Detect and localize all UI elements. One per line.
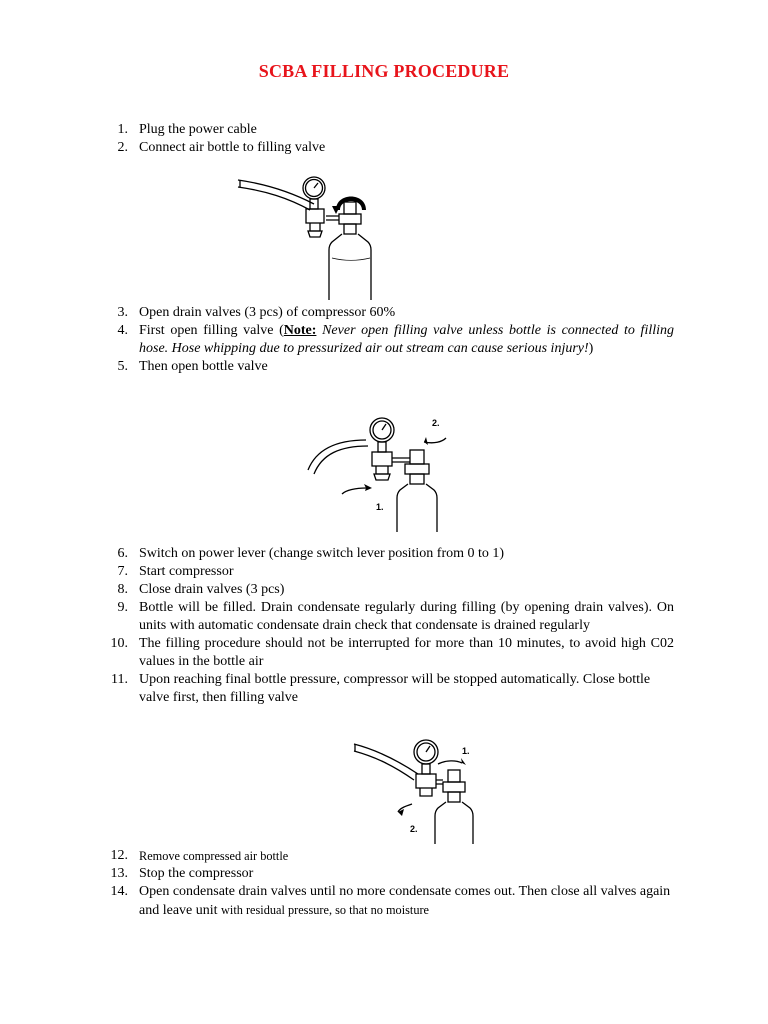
page-title: SCBA FILLING PROCEDURE [258,61,510,81]
step-number: 10. [110,636,128,651]
figure-2-label-1: 1. [376,502,384,512]
list-item [102,883,674,920]
list-item [102,322,674,358]
step-number: 3. [117,305,128,320]
step-text-pre: First open filling valve ( [139,323,284,338]
step-number: 13. [110,866,128,881]
list-item [102,304,674,322]
step-text: The filling procedure should not be interrupted for more than 10 minutes, to avoid high C02 values in the bottle air [139,636,674,669]
step-text: Start compressor [139,564,234,579]
step-number: 2. [117,140,128,155]
list-item [102,635,674,671]
step-number: 11. [111,672,128,687]
list-item [102,358,674,376]
step-number: 4. [117,323,128,338]
list-item [102,139,674,157]
step-number: 9. [117,600,128,615]
steps-list-2 [102,304,674,376]
list-item [102,581,674,599]
step-text-post: ) [588,341,594,356]
step-text [139,883,674,920]
step-number: 8. [117,582,128,597]
step-number: 1. [117,122,128,137]
step-number: 7. [117,564,128,579]
note-label: Note: [283,323,317,338]
list-item [102,671,674,707]
step-text: Close drain valves (3 pcs) [139,582,285,597]
step-text: Remove compressed air bottle [139,849,289,863]
step-text-part-a: Open condensate drain valves until no more condensate comes out. Then close all valves again and leave unit [139,884,671,918]
figure-close-valves [352,734,482,844]
step-text: Then open bottle valve [139,359,268,374]
figure-2-label-2: 2. [432,418,440,428]
steps-list-3 [102,545,674,707]
figure-open-valves [306,410,456,532]
step-number: 12. [110,848,128,863]
step-text: Switch on power lever (change switch lever position from 0 to 1) [139,546,505,561]
figure-connect-bottle [236,170,372,300]
steps-list-4 [102,847,674,920]
note-text: Never open filling valve unless bottle is connected to filling hose. Hose whipping due to pressurized air out stream can cause serious injury! [139,323,674,356]
list-item [102,847,674,865]
list-item [102,865,674,883]
step-text: Stop the compressor [139,866,254,881]
step-text: Bottle will be filled. Drain condensate regularly during filling (by opening drain valves). On units with automatic condensate drain check that condensate is drained regularly [139,600,674,633]
step-text: Plug the power cable [139,122,257,137]
figure-3-label-2: 2. [410,824,418,834]
figure-3-label-1: 1. [462,746,470,756]
step-number: 14. [110,884,128,899]
list-item [102,545,674,563]
step-text: Upon reaching final bottle pressure, compressor will be stopped automatically. Close bottle valve first, then filling valve [139,672,651,705]
list-item [102,599,674,635]
steps-list-1 [102,121,674,157]
step-number: 5. [117,359,128,374]
step-text-part-b: with residual pressure, so that no moisture [221,903,430,917]
step-text: Open drain valves (3 pcs) of compressor 60% [139,305,396,320]
list-item [102,121,674,139]
step-text [139,322,674,358]
step-number: 6. [117,546,128,561]
step-text: Connect air bottle to filling valve [139,140,326,155]
list-item [102,563,674,581]
